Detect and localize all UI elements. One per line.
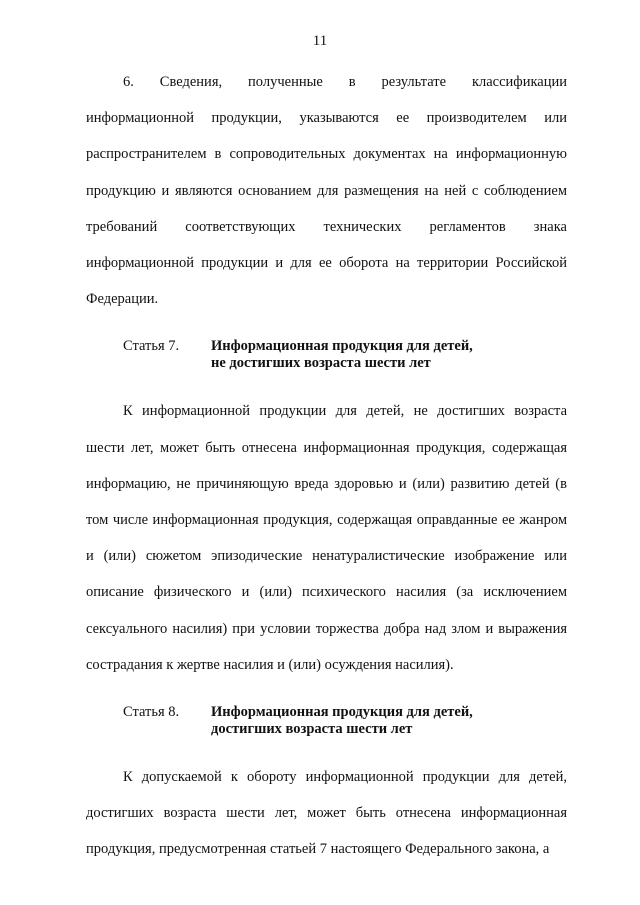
page-number: 11 [312,33,328,49]
paragraph-article-8-body: К допускаемой к обороту информационной продукции для детей, достигших возраста шести лет, может быть отнесена информационная продукция, предусмотренная статьей 7 настоящего Федерального закона, а [86,769,567,858]
paragraph-article-7-body: К информационной продукции для детей, не достигших возраста шести лет, может быть отнесена информационная продукция, содержащая информацию, не причиняющую вреда здоровью и (или) развитию детей (в том числе информационная продукция, содержащая оправданные ее жанром и (или) сюжетом эпизодические ненатуралистические изображение или описание физического и (или) психического насилия (за исключением сексуального насилия) при условии торжества добра над злом и выражения сострадания к жертве насилия и (или) осуждения насилия). [86,403,567,673]
article-7-label: Статья 7. [123,338,180,355]
article-8-heading [86,704,567,738]
article-8-label: Статья 8. [123,704,180,721]
article-7-heading [86,338,567,372]
paragraph-classification-info: 6. Сведения, полученные в результате классификации информационной продукции, указываются ее производителем или распространителем в сопроводительных документах на информационную продукцию и являются основанием для размещения на ней с соблюдением требований соответствующих технических регламентов знака информационной продукции и для ее оборота на территории Российской Федерации. [86,74,567,308]
article-8-title: Информационная продукция для детей, достигших возраста шести лет [211,704,473,738]
article-7-title: Информационная продукция для детей, не достигших возраста шести лет [211,338,473,372]
document-body [86,60,567,868]
